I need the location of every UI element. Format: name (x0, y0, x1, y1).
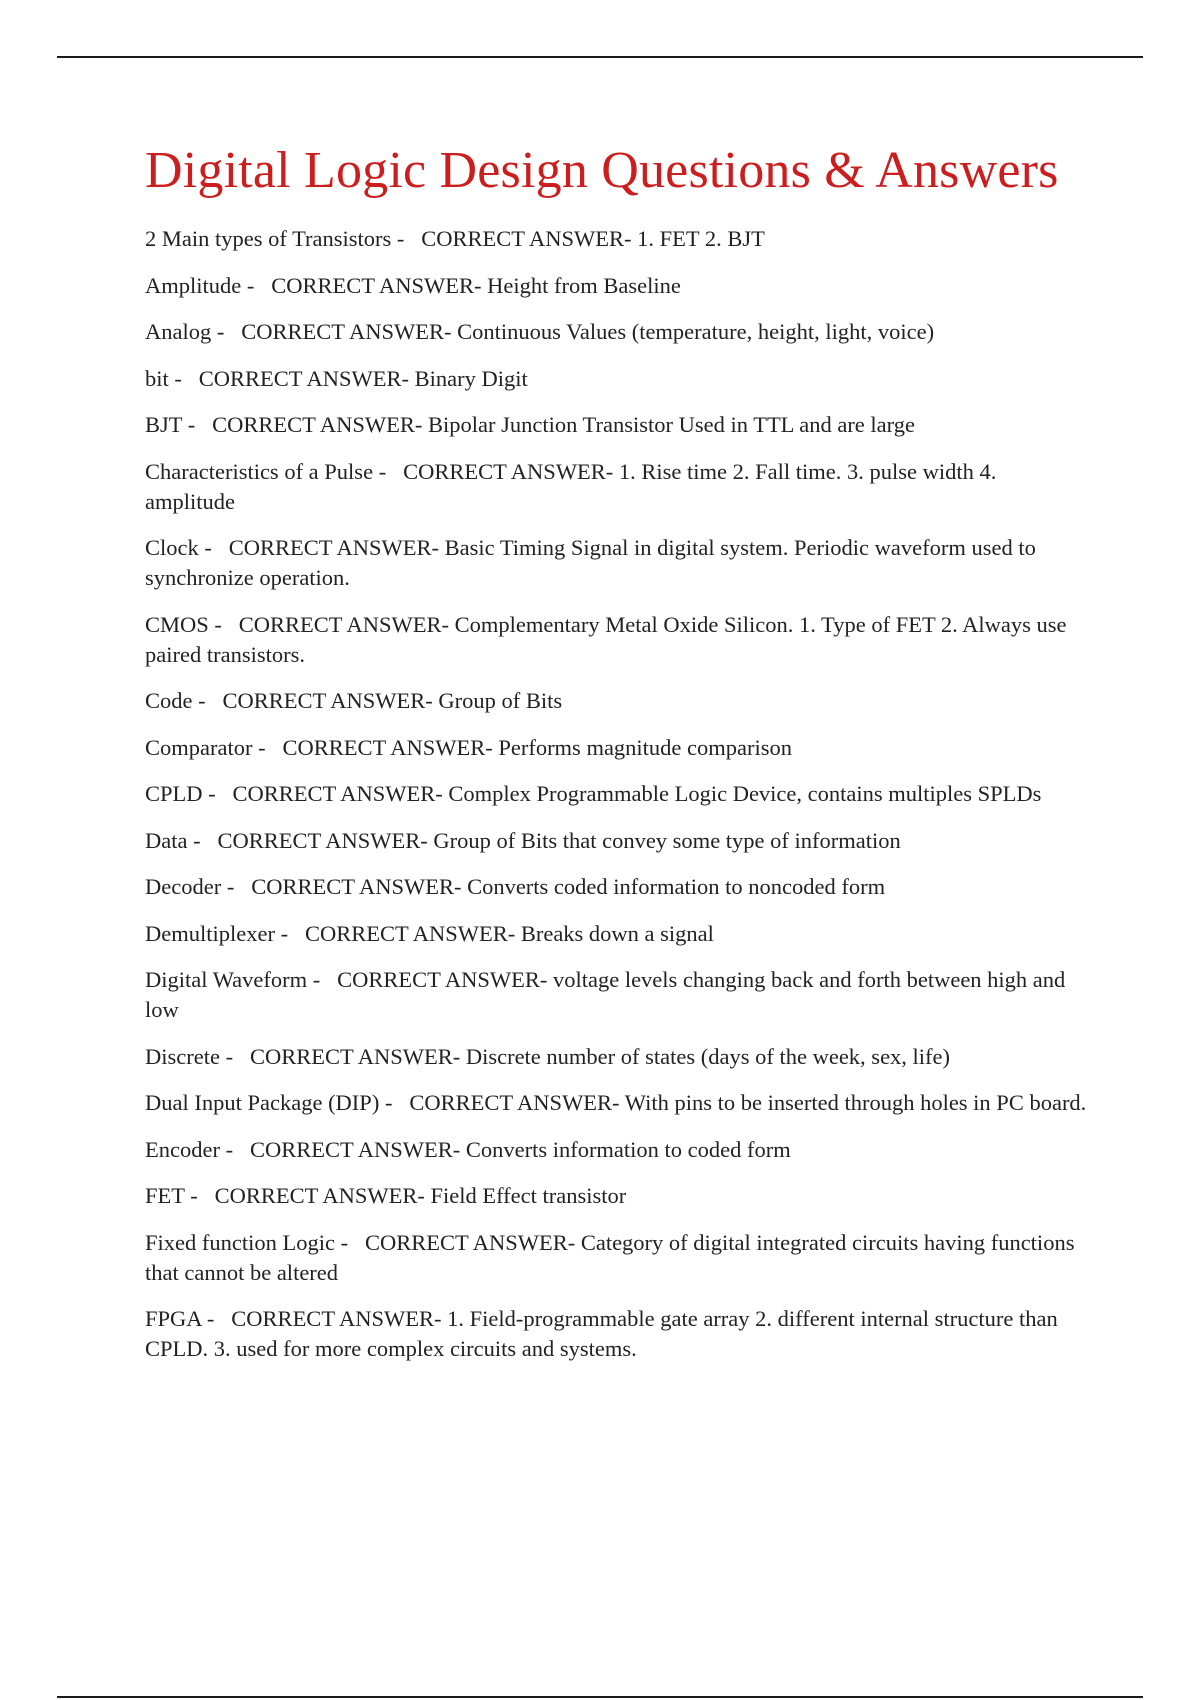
qa-answer: CORRECT ANSWER- Discrete number of states (days of the week, sex, life) (249, 1043, 951, 1069)
qa-answer: CORRECT ANSWER- 1. Field-programmable gate array 2. different internal structure than CPLD. 3. used for more complex circuits and systems. (145, 1306, 1058, 1362)
qa-separator: - (201, 1306, 232, 1332)
qa-term: FPGA (145, 1306, 202, 1332)
qa-term: CPLD (145, 781, 203, 807)
qa-item (145, 1181, 1090, 1211)
qa-term: FET (145, 1183, 185, 1209)
qa-answer: CORRECT ANSWER- Converts information to coded form (249, 1136, 791, 1162)
qa-item (145, 1088, 1090, 1118)
qa-separator: - (252, 734, 283, 760)
qa-item (145, 271, 1090, 301)
qa-answer: CORRECT ANSWER- With pins to be inserted through holes in PC board. (409, 1090, 1087, 1116)
qa-item (145, 610, 1090, 670)
qa-term: Amplitude (145, 272, 242, 298)
qa-separator: - (208, 611, 239, 637)
document-body (145, 140, 1090, 1381)
bottom-rule (57, 1696, 1143, 1698)
qa-term: Code (145, 688, 193, 714)
qa-answer: CORRECT ANSWER- Category of digital integrated circuits having functions that cannot be altered (145, 1229, 1075, 1285)
qa-answer: CORRECT ANSWER- Converts coded information to noncoded form (251, 874, 886, 900)
qa-answer: CORRECT ANSWER- Bipolar Junction Transistor Used in TTL and are large (212, 412, 915, 438)
qa-answer: CORRECT ANSWER- Complex Programmable Logic Device, contains multiples SPLDs (232, 781, 1042, 807)
qa-separator: - (307, 967, 338, 993)
qa-separator: - (192, 688, 223, 714)
qa-term: 2 Main types of Transistors (145, 226, 392, 252)
qa-separator: - (241, 272, 272, 298)
qa-item (145, 364, 1090, 394)
qa-answer: CORRECT ANSWER- 1. FET 2. BJT (421, 226, 765, 252)
qa-separator: - (379, 1090, 410, 1116)
qa-term: Dual Input Package (DIP) (145, 1090, 380, 1116)
qa-item (145, 533, 1090, 593)
qa-answer: CORRECT ANSWER- 1. Rise time 2. Fall time. 3. pulse width 4. amplitude (145, 458, 997, 514)
qa-term: Data (145, 827, 188, 853)
qa-separator: - (391, 226, 422, 252)
qa-answer: CORRECT ANSWER- Performs magnitude comparison (282, 734, 793, 760)
qa-item (145, 733, 1090, 763)
qa-item (145, 826, 1090, 856)
qa-term: Fixed function Logic (145, 1229, 335, 1255)
qa-answer: CORRECT ANSWER- Binary Digit (198, 365, 528, 391)
qa-item (145, 410, 1090, 440)
qa-list (145, 224, 1090, 1364)
qa-term: Encoder (145, 1136, 220, 1162)
qa-answer: CORRECT ANSWER- Complementary Metal Oxide Silicon. 1. Type of FET 2. Always use paired transistors. (145, 611, 1067, 667)
qa-answer: CORRECT ANSWER- Breaks down a signal (304, 920, 714, 946)
qa-item (145, 224, 1090, 254)
document-title: Digital Logic Design Questions & Answers (145, 142, 1059, 199)
qa-separator: - (198, 535, 229, 561)
qa-term: Analog (145, 319, 212, 345)
qa-separator: - (221, 874, 252, 900)
qa-separator: - (334, 1229, 365, 1255)
top-rule (57, 56, 1143, 58)
qa-separator: - (211, 319, 242, 345)
qa-separator: - (219, 1043, 250, 1069)
qa-answer: CORRECT ANSWER- Group of Bits (222, 688, 563, 714)
qa-separator: - (373, 458, 404, 484)
qa-answer: CORRECT ANSWER- voltage levels changing back and forth between high and low (145, 967, 1066, 1023)
qa-item (145, 1304, 1090, 1364)
qa-answer: CORRECT ANSWER- Group of Bits that convey some type of information (217, 827, 901, 853)
qa-separator: - (219, 1136, 250, 1162)
qa-term: Discrete (145, 1043, 220, 1069)
qa-item (145, 317, 1090, 347)
qa-term: Characteristics of a Pulse (145, 458, 374, 484)
qa-separator: - (274, 920, 305, 946)
qa-answer: CORRECT ANSWER- Field Effect transistor (214, 1183, 627, 1209)
qa-item (145, 457, 1090, 517)
qa-answer: CORRECT ANSWER- Continuous Values (temperature, height, light, voice) (241, 319, 935, 345)
qa-term: bit (145, 365, 169, 391)
qa-item (145, 919, 1090, 949)
qa-answer: CORRECT ANSWER- Height from Baseline (271, 272, 681, 298)
qa-separator: - (182, 412, 213, 438)
qa-term: Decoder (145, 874, 222, 900)
qa-term: Clock (145, 535, 199, 561)
qa-answer: CORRECT ANSWER- Basic Timing Signal in digital system. Periodic waveform used to synchronize operation. (145, 535, 1036, 591)
qa-separator: - (184, 1183, 215, 1209)
qa-item (145, 1228, 1090, 1288)
qa-item (145, 1135, 1090, 1165)
qa-term: Comparator (145, 734, 253, 760)
qa-term: Demultiplexer (145, 920, 275, 946)
qa-item (145, 872, 1090, 902)
qa-term: Digital Waveform (145, 967, 308, 993)
qa-item (145, 779, 1090, 809)
qa-term: BJT (145, 412, 183, 438)
qa-separator: - (202, 781, 233, 807)
qa-separator: - (187, 827, 218, 853)
qa-item (145, 1042, 1090, 1072)
qa-term: CMOS (145, 611, 209, 637)
qa-item (145, 965, 1090, 1025)
qa-separator: - (168, 365, 199, 391)
qa-item (145, 686, 1090, 716)
